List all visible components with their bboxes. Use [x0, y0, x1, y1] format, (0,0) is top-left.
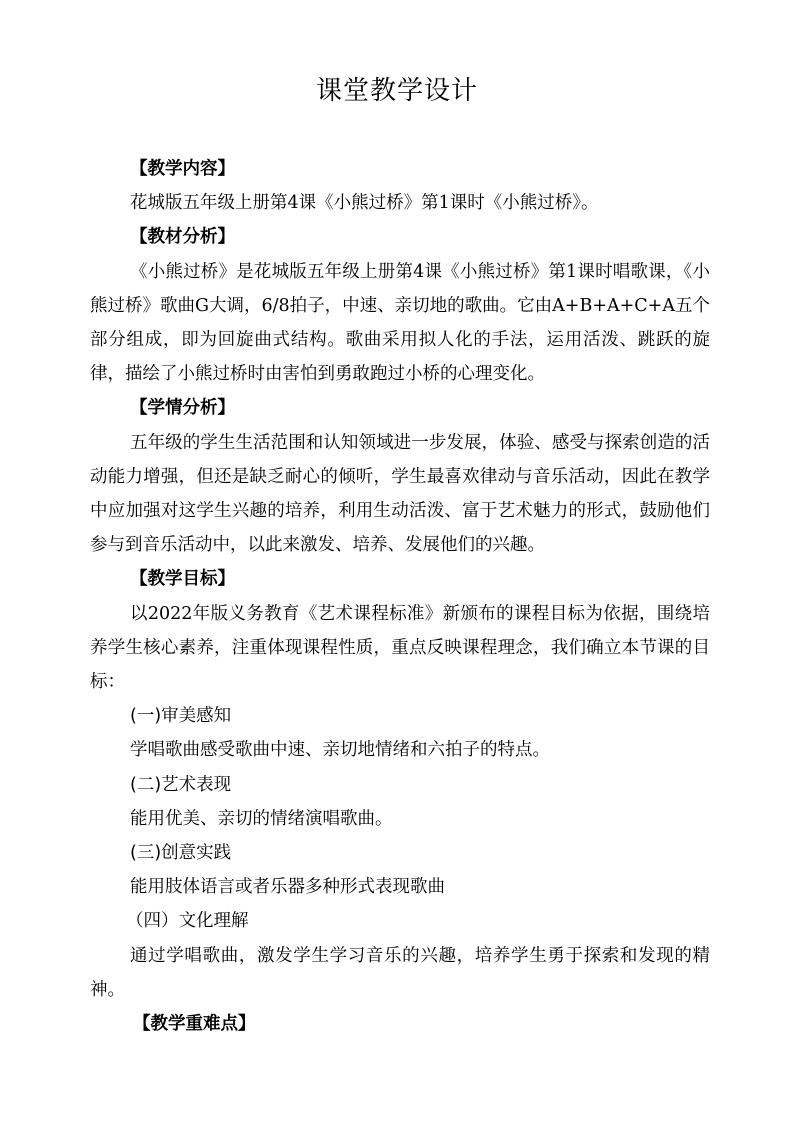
heading-material-analysis: 【教材分析】	[130, 227, 235, 248]
material-analysis-text: 《小熊过桥》是花城版五年级上册第4课《小熊过桥》第1课时唱歌课，《小熊过桥》歌曲G大调，6/8拍子，中速、亲切地的歌曲。它由A+B+A+C+A五个部分组成，即为回旋曲式结构。歌曲采用拟人化的手法，运用活泼、跳跃的旋律，描绘了小熊过桥时由害怕到勇敢跑过小桥的心理变化。	[90, 261, 710, 385]
teaching-goals-intro: 以2022年版义务教育《艺术课程标准》新颁布的课程目标为依据，围绕培养学生核心素养，注重体现课程性质，重点反映课程理念，我们确立本节课的目标：	[90, 603, 710, 693]
goal-item-text: 学唱歌曲感受歌曲中速、亲切地情绪和六拍子的特点。	[130, 740, 550, 761]
goal-item-label: (一)审美感知	[130, 706, 232, 727]
goal-item-label: （四）文化理解	[126, 911, 249, 932]
goal-item-label: (三)创意实践	[130, 843, 232, 864]
goal-item-text: 能用肢体语言或者乐器多种形式表现歌曲	[130, 877, 445, 898]
heading-student-analysis: 【学情分析】	[130, 398, 235, 419]
document-body	[90, 152, 710, 1041]
student-analysis-text: 五年级的学生生活范围和认知领域进一步发展，体验、感受与探索创造的活动能力增强，但还是缺乏耐心的倾听，学生最喜欢律动与音乐活动，因此在教学中应加强对这学生兴趣的培养，利用生动活泼、富于艺术魅力的形式，鼓励他们参与到音乐活动中，以此来激发、培养、发展他们的兴趣。	[90, 432, 710, 556]
teaching-content-text: 花城版五年级上册第4课《小熊过桥》第1课时《小熊过桥》。	[130, 193, 599, 214]
goal-item-text: 能用优美、亲切的情绪演唱歌曲。	[130, 808, 393, 829]
heading-key-points: 【教学重难点】	[133, 1014, 256, 1035]
goal-item-text: 通过学唱歌曲，激发学生学习音乐的兴趣，培养学生勇于探索和发现的精神。	[90, 945, 710, 1000]
goal-item-label: (二)艺术表现	[130, 774, 232, 795]
heading-teaching-goals: 【教学目标】	[130, 569, 235, 590]
heading-teaching-content: 【教学内容】	[130, 159, 235, 179]
document-title: 课堂教学设计	[315, 76, 478, 106]
